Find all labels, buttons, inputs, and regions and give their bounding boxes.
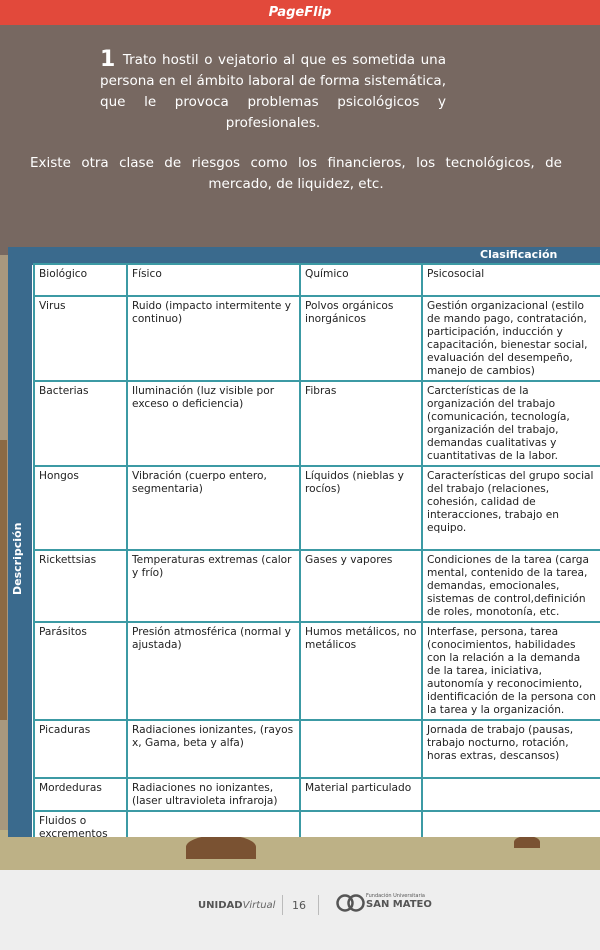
table-cell: Humos metálicos, no metálicos (300, 622, 422, 720)
footer-divider (282, 895, 283, 915)
table-row (34, 778, 600, 811)
table-cell: Condiciones de la tarea (carga mental, contenido de la tarea, demandas, emocionales, sistemas de control,definición de roles, monotonía, etc. (422, 550, 600, 622)
footnote-text: Trato hostil o vejatorio al que es sometida una persona en el ámbito laboral de forma sistemática, que le provoca problemas psicológicos y profesionales. (100, 52, 446, 131)
institution-small: Fundación Universitaria (366, 893, 425, 899)
table-side-label: Descripción (11, 522, 24, 595)
table-cell: Químico (300, 264, 422, 296)
table-cell (422, 778, 600, 811)
text-panel (0, 25, 600, 255)
table-cell: Biológico (34, 264, 127, 296)
table-cell: Picaduras (34, 720, 127, 778)
institution-name (366, 893, 432, 911)
table-cell: Físico (127, 264, 300, 296)
table-cell (127, 811, 300, 837)
table-cell: Interfase, persona, tarea (conocimientos, habilidades con la relación a la demanda de la tarea, iniciativa, autonomía y reconocimiento, identificación de la persona con la tarea y la organización. (422, 622, 600, 720)
table-cell: Gestión organizacional (estilo de mando pago, contratación, participación, inducción y capacitación, bienestar social, evaluación del desempeño, manejo de cambios) (422, 296, 600, 381)
table-row (34, 296, 600, 381)
table-row (34, 264, 600, 296)
risk-paragraph: Existe otra clase de riesgos como los financieros, los tecnológicos, de mercado, de liquidez, etc. (30, 155, 562, 192)
table-cell (422, 811, 600, 837)
table-cell: Fibras (300, 381, 422, 466)
table-row (34, 381, 600, 466)
table-cell: Hongos (34, 466, 127, 550)
table-cell: Vibración (cuerpo entero, segmentaria) (127, 466, 300, 550)
footnote-number: 1 (100, 47, 116, 72)
institution-title: SAN MATEO (366, 899, 432, 910)
page-number: 16 (292, 899, 306, 912)
table-cell: Bacterias (34, 381, 127, 466)
table-cell (300, 811, 422, 837)
table-cell: Material particulado (300, 778, 422, 811)
table-row (34, 720, 600, 778)
footnote (100, 49, 446, 134)
table-cell: Jornada de trabajo (pausas, trabajo nocturno, rotación, horas extras, descansos) (422, 720, 600, 778)
table-row (34, 550, 600, 622)
table-row (34, 811, 600, 837)
page-header (0, 0, 600, 25)
table-side-band (8, 265, 32, 837)
table-cell: Presión atmosférica (normal y ajustada) (127, 622, 300, 720)
risk-table (33, 263, 600, 837)
table-cell: Radiaciones no ionizantes, (laser ultravioleta infraroja) (127, 778, 300, 811)
tree-trunk-left (186, 835, 256, 859)
header-title: PageFlip (268, 5, 332, 20)
table-cell: Iluminación (luz visible por exceso o deficiencia) (127, 381, 300, 466)
table-cell: Temperaturas extremas (calor y frío) (127, 550, 300, 622)
table-cell: Virus (34, 296, 127, 381)
table-cell: Características del grupo social del trabajo (relaciones, cohesión, calidad de interacciones, trabajo en equipo. (422, 466, 600, 550)
table-row (34, 622, 600, 720)
institution-logo-icon (336, 893, 366, 913)
unidad-virtual-logo (198, 900, 275, 911)
table-cell: Fluidos o excrementos (34, 811, 127, 837)
table-header-label: Clasificación (480, 248, 558, 261)
table-cell: Carcterísticas de la organización del trabajo (comunicación, tecnología, organización del trabajo, demandas cualitativas y cuantitativas de la labor. (422, 381, 600, 466)
table-cell: Radiaciones ionizantes, (rayos x, Gama, beta y alfa) (127, 720, 300, 778)
table-cell: Rickettsias (34, 550, 127, 622)
tree-trunk-right (514, 836, 540, 848)
table-cell: Mordeduras (34, 778, 127, 811)
table-cell: Psicosocial (422, 264, 600, 296)
table-cell: Parásitos (34, 622, 127, 720)
table-row (34, 466, 600, 550)
tree-edge-decoration (0, 440, 7, 720)
table-cell (300, 720, 422, 778)
brand-bold: UNIDAD (198, 900, 243, 911)
brand-light: Virtual (242, 900, 276, 911)
table-cell: Ruido (impacto intermitente y continuo) (127, 296, 300, 381)
table-cell: Polvos orgánicos inorgánicos (300, 296, 422, 381)
table-cell: Líquidos (nieblas y rocíos) (300, 466, 422, 550)
footer-divider (318, 895, 319, 915)
risk-classification-table (8, 247, 600, 837)
table-cell: Gases y vapores (300, 550, 422, 622)
